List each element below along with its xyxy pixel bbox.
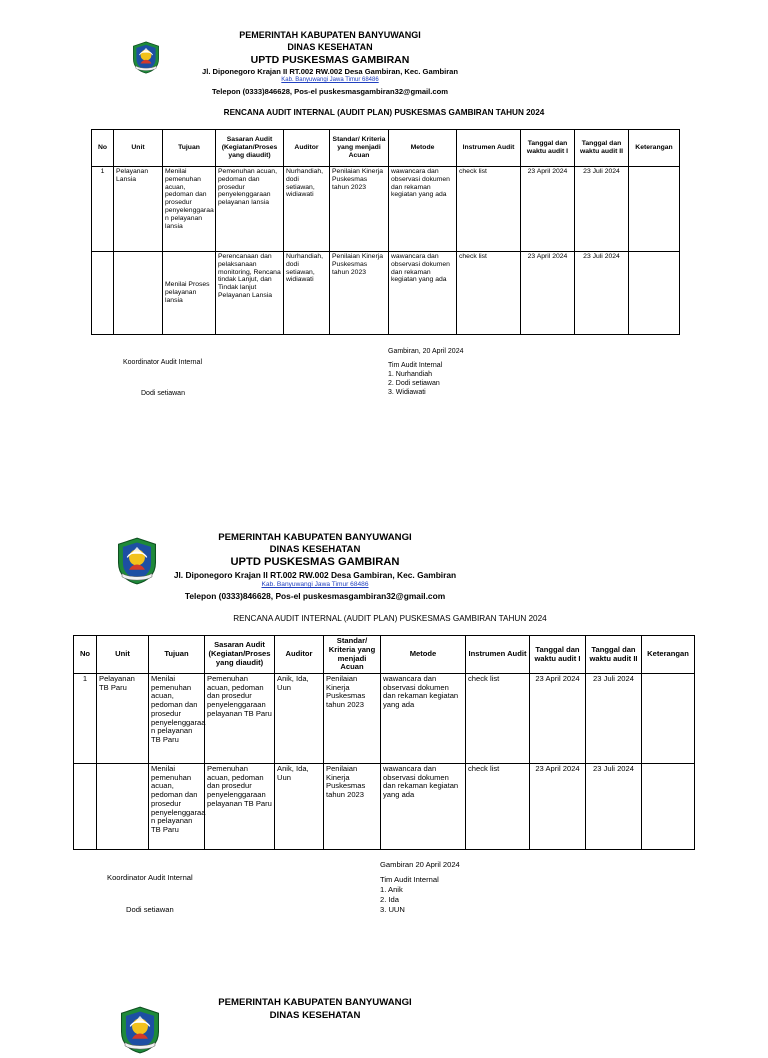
team-member-3: 3. Widiawati [388, 389, 426, 396]
header-government: PEMERINTAH KABUPATEN BANYUWANGI [239, 30, 421, 40]
cell-no [74, 764, 97, 850]
cell-sasaran: Pemenuhan acuan, pedoman dan prosedur penyelenggaraan pelayanan lansia [216, 167, 284, 252]
cell-sasaran: Perencanaan dan pelaksanaan monitoring, Rencana tindak Lanjut, dan Tindak lanjut Pelayanan Lansia [216, 252, 284, 335]
team-member-2: 2. Ida [380, 895, 399, 904]
cell-no: 1 [92, 167, 114, 252]
col-keterangan: Keterangan [629, 130, 680, 167]
team-member-3: 3. UUN [380, 905, 405, 914]
col-unit: Unit [97, 636, 149, 674]
cell-instrumen: check list [466, 764, 530, 850]
cell-sasaran: Pemenuhan acuan, pedoman dan prosedur penyelenggaraan pelayanan TB Paru [205, 674, 275, 764]
team-member-1: 1. Nurhandiah [388, 371, 432, 378]
cell-unit [97, 764, 149, 850]
cell-auditor: Nurhandiah, dodi setiawan, widiawati [284, 252, 330, 335]
cell-tanggal-1: 23 April 2024 [521, 252, 575, 335]
col-no: No [74, 636, 97, 674]
header-unit: UPTD PUSKESMAS GAMBIRAN [230, 556, 400, 568]
header-agency: DINAS KESEHATAN [287, 42, 373, 52]
header-contact: Telepon (0333)846628, Pos-el puskesmasgambiran32@gmail.com [211, 87, 449, 96]
cell-auditor: Anik, Ida, Uun [275, 674, 324, 764]
cell-metode: wawancara dan observasi dokumen dan rekaman kegiatan yang ada [381, 764, 466, 850]
header-region-link[interactable]: Kab. Banyuwangi Jawa Timur 68486 [281, 77, 379, 83]
col-keterangan: Keterangan [642, 636, 695, 674]
cell-tujuan: Menilai Proses pelayanan lansia [163, 252, 216, 335]
table-header-row [92, 130, 680, 167]
cell-standar: Penilaian Kinerja Puskesmas tahun 2023 [324, 674, 381, 764]
cell-tanggal-2: 23 Juli 2024 [586, 674, 642, 764]
cell-no [92, 252, 114, 335]
cell-tujuan: Menilai pemenuhan acuan, pedoman dan prosedur penyelenggaraa n pelayanan lansia [163, 167, 216, 252]
cell-tanggal-1: 23 April 2024 [521, 167, 575, 252]
col-tujuan: Tujuan [149, 636, 205, 674]
col-standar: Standar/ Kriteria yang menjadi Acuan [324, 636, 381, 674]
team-member-2: 2. Dodi setiawan [388, 380, 440, 387]
header-agency: DINAS KESEHATAN [269, 544, 361, 555]
audit-plan-table-2 [73, 635, 695, 850]
cell-tanggal-2: 23 Juli 2024 [575, 252, 629, 335]
cell-unit: Pelayanan Lansia [114, 167, 163, 252]
table-row [74, 674, 695, 764]
document-title: RENCANA AUDIT INTERNAL (AUDIT PLAN) PUSKESMAS GAMBIRAN TAHUN 2024 [233, 614, 547, 623]
col-sasaran: Sasaran Audit (Kegiatan/Proses yang diaudit) [205, 636, 275, 674]
cell-no: 1 [74, 674, 97, 764]
coordinator-label: Koordinator Audit Internal [123, 359, 202, 366]
col-tanggal-2: Tanggal dan waktu audit II [586, 636, 642, 674]
audit-plan-table-1 [91, 129, 680, 335]
signature-place-date: Gambiran, 20 April 2024 [388, 348, 464, 355]
team-member-1: 1. Anik [380, 885, 403, 894]
header-address: Jl. Diponegoro Krajan II RT.002 RW.002 Desa Gambiran, Kec. Gambiran [201, 67, 459, 76]
coordinator-label: Koordinator Audit Internal [107, 873, 193, 882]
header-government: PEMERINTAH KABUPATEN BANYUWANGI [218, 532, 412, 543]
col-no: No [92, 130, 114, 167]
cell-tujuan: Menilai pemenuhan acuan, pedoman dan prosedur penyelenggaraa n pelayanan TB Paru [149, 764, 205, 850]
coordinator-name: Dodi setiawan [126, 905, 174, 914]
header-agency: DINAS KESEHATAN [269, 1010, 361, 1021]
cell-tujuan: Menilai pemenuhan acuan, pedoman dan prosedur penyelenggaraa n pelayanan TB Paru [149, 674, 205, 764]
cell-keterangan [642, 674, 695, 764]
col-instrumen: Instrumen Audit [457, 130, 521, 167]
col-unit: Unit [114, 130, 163, 167]
col-metode: Metode [381, 636, 466, 674]
cell-keterangan [629, 252, 680, 335]
col-auditor: Auditor [284, 130, 330, 167]
signature-place-date: Gambiran 20 April 2024 [380, 860, 460, 869]
table-row [92, 167, 680, 252]
header-unit: UPTD PUSKESMAS GAMBIRAN [250, 54, 410, 66]
header-government: PEMERINTAH KABUPATEN BANYUWANGI [218, 997, 412, 1008]
cell-instrumen: check list [457, 167, 521, 252]
cell-keterangan [629, 167, 680, 252]
team-label: Tim Audit Internal [380, 875, 439, 884]
cell-auditor: Nurhandiah, dodi setiawan, widiawati [284, 167, 330, 252]
header-region-link[interactable]: Kab. Banyuwangi Jawa Timur 68486 [261, 581, 369, 588]
cell-unit: Pelayanan TB Paru [97, 674, 149, 764]
cell-metode: wawancara dan observasi dokumen dan rekaman kegiatan yang ada [381, 674, 466, 764]
cell-sasaran: Pemenuhan acuan, pedoman dan prosedur penyelenggaraan pelayanan TB Paru [205, 764, 275, 850]
team-label: Tim Audit Internal [388, 362, 443, 369]
cell-tanggal-1: 23 April 2024 [530, 674, 586, 764]
col-instrumen: Instrumen Audit [466, 636, 530, 674]
col-auditor: Auditor [275, 636, 324, 674]
cell-standar: Penilaian Kinerja Puskesmas tahun 2023 [330, 252, 389, 335]
table-header-row [74, 636, 695, 674]
coordinator-name: Dodi setiawan [141, 390, 185, 397]
cell-unit [114, 252, 163, 335]
table-row [92, 252, 680, 335]
document-title: RENCANA AUDIT INTERNAL (AUDIT PLAN) PUSKESMAS GAMBIRAN TAHUN 2024 [223, 108, 545, 117]
cell-auditor: Anik, Ida, Uun [275, 764, 324, 850]
col-sasaran: Sasaran Audit (Kegiatan/Proses yang diaudit) [216, 130, 284, 167]
col-tanggal-1: Tanggal dan waktu audit I [521, 130, 575, 167]
cell-instrumen: check list [457, 252, 521, 335]
cell-tanggal-2: 23 Juli 2024 [586, 764, 642, 850]
cell-standar: Penilaian Kinerja Puskesmas tahun 2023 [324, 764, 381, 850]
cell-metode: wawancara dan observasi dokumen dan rekaman kegiatan yang ada [389, 252, 457, 335]
col-metode: Metode [389, 130, 457, 167]
cell-tanggal-2: 23 Juli 2024 [575, 167, 629, 252]
cell-keterangan [642, 764, 695, 850]
cell-tanggal-1: 23 April 2024 [530, 764, 586, 850]
col-standar: Standar/ Kriteria yang menjadi Acuan [330, 130, 389, 167]
cell-metode: wawancara dan observasi dokumen dan rekaman kegiatan yang ada [389, 167, 457, 252]
col-tanggal-2: Tanggal dan waktu audit II [575, 130, 629, 167]
header-contact: Telepon (0333)846628, Pos-el puskesmasgambiran32@gmail.com [184, 591, 446, 601]
col-tanggal-1: Tanggal dan waktu audit I [530, 636, 586, 674]
cell-instrumen: check list [466, 674, 530, 764]
table-row [74, 764, 695, 850]
col-tujuan: Tujuan [163, 130, 216, 167]
cell-standar: Penilaian Kinerja Puskesmas tahun 2023 [330, 167, 389, 252]
header-address: Jl. Diponegoro Krajan II RT.002 RW.002 Desa Gambiran, Kec. Gambiran [173, 570, 457, 580]
